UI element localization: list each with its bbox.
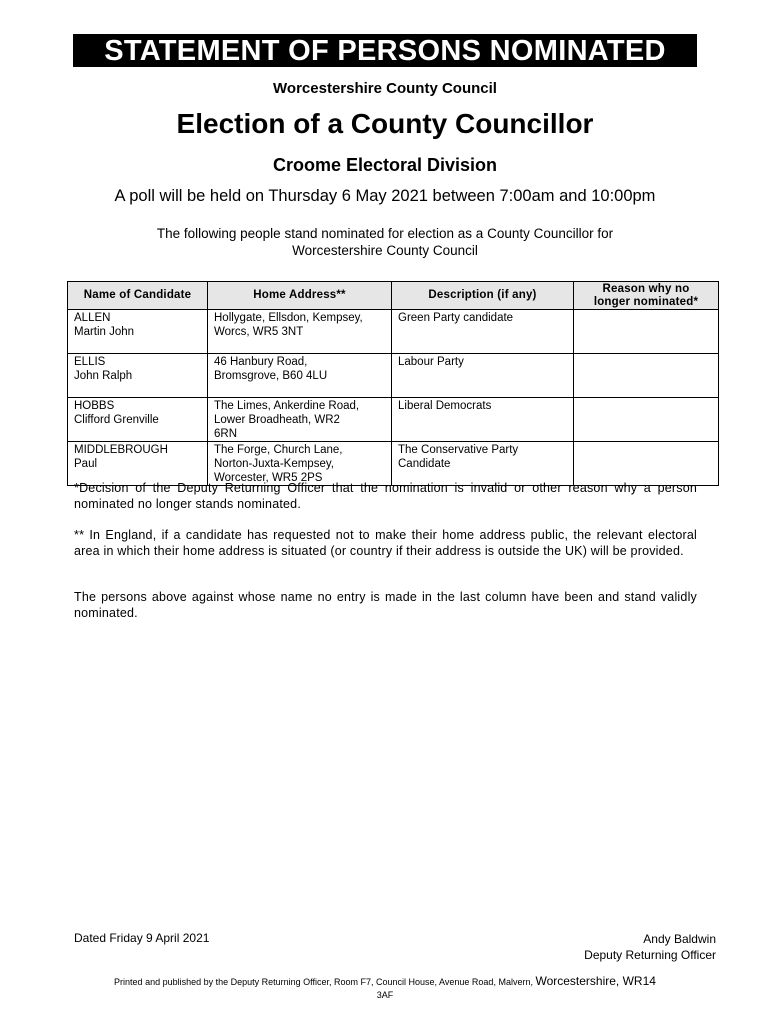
candidate-reason-cell (574, 354, 719, 398)
header-name: Name of Candidate (68, 282, 208, 310)
intro-text (110, 225, 660, 259)
intro-line-1: The following people stand nominated for election as a County Councillor for (156, 226, 614, 241)
candidate-forenames: Paul (74, 458, 98, 470)
imprint-text: Printed and published by the Deputy Returning Officer, Room F7, Council House, Avenue Road, Malvern, (114, 977, 533, 987)
candidate-surname: HOBBS (74, 400, 115, 412)
candidate-surname: ALLEN (74, 312, 111, 324)
header-description: Description (if any) (392, 282, 574, 310)
candidate-address-cell (208, 398, 392, 442)
signer-role: Deputy Returning Officer (584, 948, 716, 962)
description-line: Labour Party (398, 356, 464, 368)
candidate-name-cell (68, 442, 208, 486)
intro-line-2: Worcestershire County Council (292, 243, 478, 258)
candidate-forenames: Martin John (74, 326, 135, 338)
candidate-reason-cell (574, 398, 719, 442)
candidate-surname: ELLIS (74, 356, 106, 368)
candidate-surname: MIDDLEBROUGH (74, 444, 168, 456)
candidate-description-cell (392, 310, 574, 354)
table-row (68, 442, 719, 486)
table-header-row (68, 282, 719, 310)
address-footnote: ** In England, if a candidate has requested not to make their home address public, the relevant electoral area in which their home address is situated (or country if their address is outside the UK) will be provided. (74, 528, 697, 558)
candidate-forenames: John Ralph (74, 370, 133, 382)
election-title: Election of a County Councillor (176, 108, 594, 139)
address-line: 6RN (214, 428, 238, 440)
address-line: The Forge, Church Lane, (214, 444, 343, 456)
address-line: Bromsgrove, B60 4LU (214, 370, 328, 382)
address-line: Norton-Juxta-Kempsey, (214, 458, 334, 470)
signer-name: Andy Baldwin (643, 932, 716, 946)
dated-line: Dated Friday 9 April 2021 (74, 931, 210, 945)
address-line: Worcs, WR5 3NT (214, 326, 304, 338)
candidate-name-cell (68, 354, 208, 398)
table-row (68, 398, 719, 442)
description-line: Green Party candidate (398, 312, 514, 324)
candidate-description-cell (392, 442, 574, 486)
candidates-table (67, 281, 719, 486)
address-line: Lower Broadheath, WR2 (214, 414, 340, 426)
description-line: Candidate (398, 458, 451, 470)
candidate-name-cell (68, 310, 208, 354)
table-row (68, 310, 719, 354)
header-reason-line-2: longer nominated* (593, 295, 699, 308)
imprint-county: Worcestershire, WR14 (535, 974, 656, 988)
electoral-division: Croome Electoral Division (272, 155, 498, 175)
header-address: Home Address** (208, 282, 392, 310)
poll-notice: A poll will be held on Thursday 6 May 2021 between 7:00am and 10:00pm (114, 187, 656, 205)
candidate-forenames: Clifford Grenville (74, 414, 159, 426)
description-line: Liberal Democrats (398, 400, 492, 412)
candidate-reason-cell (574, 310, 719, 354)
candidate-description-cell (392, 354, 574, 398)
candidate-description-cell (392, 398, 574, 442)
address-line: 46 Hanbury Road, (214, 356, 308, 368)
description-line: The Conservative Party (398, 444, 519, 456)
statement-banner: STATEMENT OF PERSONS NOMINATED (73, 34, 697, 67)
address-line: Hollygate, Ellsdon, Kempsey, (214, 312, 363, 324)
imprint (0, 975, 770, 1002)
address-line: Worcester, WR5 2PS (214, 472, 323, 484)
candidate-address-cell (208, 310, 392, 354)
candidate-address-cell (208, 442, 392, 486)
candidate-address-cell (208, 354, 392, 398)
header-reason (574, 282, 719, 310)
header-reason-line-1: Reason why no (602, 282, 690, 295)
candidate-name-cell (68, 398, 208, 442)
validity-statement: The persons above against whose name no entry is made in the last column have been and stand validly nominated. (74, 590, 697, 620)
address-line: The Limes, Ankerdine Road, (214, 400, 360, 412)
candidate-reason-cell (574, 442, 719, 486)
signatory (584, 931, 716, 963)
imprint-postcode-end: 3AF (376, 990, 394, 1000)
decision-footnote: *Decision of the Deputy Returning Officer that the nomination is invalid or other reason why a person nominated no longer stands nominated. (74, 481, 697, 511)
council-name: Worcestershire County Council (273, 80, 497, 97)
table-row (68, 354, 719, 398)
